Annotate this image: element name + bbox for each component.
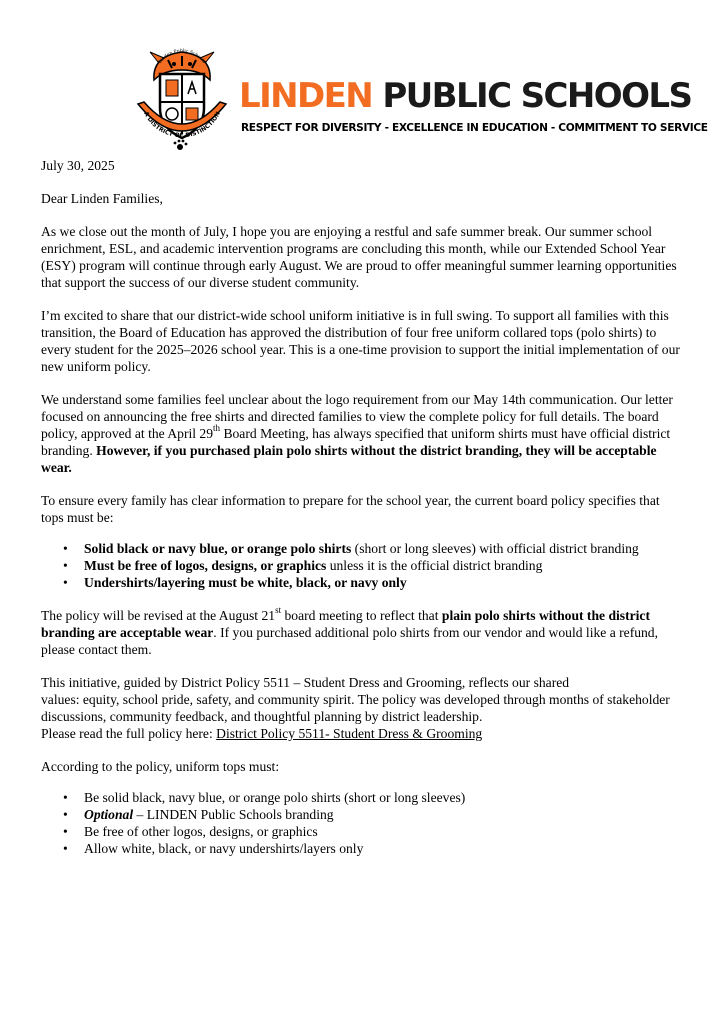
list-item: • Undershirts/layering must be white, black, or navy only	[41, 574, 681, 591]
seal-top-text: Linden Public Schools	[157, 48, 207, 65]
paragraph-summer-programs: As we close out the month of July, I hope you are enjoying a restful and safe summer break. Our summer school enrichment, ESL, and academic intervention programs are concluding this month, while our Extended School Year (ESY) program will continue through early August. We are proud to offer meaningful summer learning opportunities that support the success of our diverse student community.	[41, 224, 677, 290]
paragraph-logo-requirement: We understand some families feel unclear about the logo requirement from our May 14th communication. Our letter focused on announcing the free shirts and directed families to view the complete policy for full details. The board policy, approved at the April 29th Board Meeting, has always specified that uniform shirts must have official district branding. However, if you purchased plain polo shirts without the district branding, they will be acceptable wear.	[41, 392, 673, 475]
letterhead	[128, 46, 708, 154]
salutation: Dear Linden Families,	[41, 191, 163, 206]
district-name-linden: LINDEN	[239, 76, 373, 116]
list-item: • Be solid black, navy blue, or orange polo shirts (short or long sleeves)	[41, 789, 681, 806]
list-item: • Allow white, black, or navy undershirts/layers only	[41, 840, 681, 857]
policy-5511-link[interactable]: District Policy 5511- Student Dress & Grooming	[216, 726, 483, 741]
list-item: • Solid black or navy blue, or orange polo shirts (short or long sleeves) with official district branding	[41, 540, 681, 557]
letter-date: July 30, 2025	[41, 158, 115, 173]
district-tagline: RESPECT FOR DIVERSITY - EXCELLENCE IN EDUCATION - COMMITMENT TO SERVICE	[241, 122, 708, 134]
paragraph-uniform-tops: According to the policy, uniform tops must:	[41, 759, 280, 774]
paragraph-uniform-initiative: I’m excited to share that our district-wide school uniform initiative is in full swing. To support all families with this transition, the Board of Education has approved the distribution of four free uniform collared tops (polo shirts) to every student for the 2025–2026 school year. This is a one-time provision to support the initial implementation of our new uniform policy.	[41, 308, 680, 374]
district-seal-icon	[128, 46, 236, 154]
paragraph-policy-intro: To ensure every family has clear information to prepare for the school year, the current board policy specifies that tops must be:	[41, 493, 660, 525]
district-name	[239, 76, 691, 116]
letter-body	[41, 157, 681, 857]
list-item: • Must be free of logos, designs, or graphics unless it is the official district branding	[41, 557, 681, 574]
list-item: • Be free of other logos, designs, or graphics	[41, 823, 681, 840]
list-item: • Optional – LINDEN Public Schools branding	[41, 806, 681, 823]
paragraph-policy-5511: This initiative, guided by District Policy 5511 – Student Dress and Grooming, reflects our shared values: equity, school pride, safety, and community spirit. The policy was developed through months of stakeholder discussions, community feedback, and thoughtful planning by district leadership. Please read the full policy here: District Policy 5511- Student Dress & Grooming	[41, 675, 670, 741]
policy-requirements-list	[41, 540, 681, 591]
district-name-public-schools: PUBLIC SCHOOLS	[382, 76, 692, 116]
paragraph-policy-revision: The policy will be revised at the August 21st board meeting to reflect that plain polo shirts without the district branding are acceptable wear. If you purchased additional polo shirts from our vendor and would like a refund, please contact them.	[41, 605, 659, 657]
seal-ribbon-text: A DISTRICT OF DISTINCTION	[142, 110, 222, 140]
uniform-tops-list	[41, 789, 681, 857]
